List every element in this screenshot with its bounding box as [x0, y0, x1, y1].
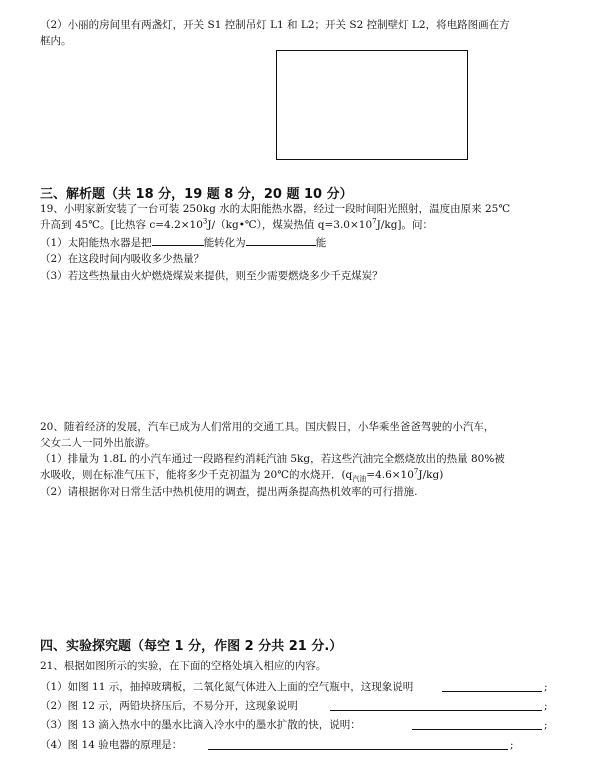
- q20-line2: 父女二人一同外出旅游。: [40, 437, 156, 449]
- q21-item4: （4）图 14 验电器的原理是：: [40, 739, 183, 751]
- q20-part1-sup: 7: [413, 467, 419, 476]
- q21-semicolon-1: ;: [544, 681, 548, 693]
- q19-line2-c: J/kg]。问：: [376, 219, 434, 231]
- q21-item3: （3）图 13 滴入热水中的墨水比滴入冷水中的墨水扩散的快，说明：: [40, 719, 361, 731]
- q19-part1: [40, 235, 326, 250]
- section3-heading: 三、解析题（共 18 分，19 题 8 分，20 题 10 分）: [40, 187, 353, 202]
- circuit-drawing-box: [276, 50, 468, 160]
- q21-blank-2[interactable]: [330, 700, 542, 711]
- q20-part1-line2-c: J/kg): [418, 469, 444, 481]
- section4-heading: 四、实验探究题（每空 1 分，作图 2 分共 21 分.）: [40, 639, 343, 654]
- q20-gasoline-sub: 汽油: [352, 475, 367, 484]
- q21-semicolon-2: ;: [544, 700, 548, 712]
- q19-blank-2[interactable]: [246, 235, 316, 246]
- q19-part1-a: （1）太阳能热水器是把: [40, 237, 152, 249]
- q21-item2: （2）图 12 示，两铅块挤压后，不易分开，这现象说明: [40, 700, 298, 712]
- q21-blank-3[interactable]: [412, 719, 542, 730]
- q18-part2-line2: 框内。: [40, 35, 72, 47]
- q19-line2-sup2: 7: [372, 217, 377, 226]
- q19-part3: （3）若这些热量由火炉燃烧煤炭来提供，则至少需要燃烧多少千克煤炭？: [40, 270, 383, 282]
- q20-part2: （2）请根据你对日常生活中热机使用的调查，提出两条提高热机效率的可行措施.: [40, 486, 418, 498]
- q21-blank-4[interactable]: [208, 739, 508, 750]
- q19-part1-c: 能: [315, 237, 327, 249]
- q21-semicolon-3: ;: [544, 719, 548, 731]
- q18-part2-line1: （2）小丽的房间里有两盏灯，开关 S1 控制吊灯 L1 和 L2；开关 S2 控制壁灯 L2，将电路图画在方: [40, 19, 510, 31]
- q19-blank-1[interactable]: [152, 235, 204, 246]
- q21-semicolon-4: ;: [510, 739, 514, 751]
- q19-line2-a: 升高到 45℃。[比热容 c=4.2×10: [40, 219, 203, 231]
- q21-intro: 21、根据如图所示的实验，在下面的空格处填入相应的内容。: [40, 660, 327, 672]
- q21-blank-1[interactable]: [442, 681, 542, 692]
- q19-line1: 19、小明家新安装了一台可装 250kg 水的太阳能热水器，经过一段时间阳光照射，温度由原来 25℃: [40, 203, 511, 215]
- q20-part1-line1: （1）排量为 1.8L 的小汽车通过一段路程约消耗汽油 5kg，若这些汽油完全燃烧放出的热量 80%被: [40, 453, 505, 465]
- q19-line2: [40, 218, 433, 232]
- q19-part2: （2）在这段时间内吸收多少热量？: [40, 253, 205, 265]
- q21-item1: （1）如图 11 示，抽掉玻璃板，二氧化氮气体进入上面的空气瓶中，这现象说明: [40, 681, 414, 693]
- q20-part1-line2-a: 水吸收，则在标准气压下，能将多少千克初温为 20℃的水烧开．(q: [40, 469, 353, 481]
- q20-part1-line2-b: =4.6×10: [366, 469, 414, 481]
- q19-part1-b: 能转化为: [203, 237, 246, 249]
- q19-line2-sup1: 3: [202, 217, 208, 226]
- q19-line2-b: J/（kg•℃），煤炭热值 q=3.0×10: [207, 219, 373, 231]
- q20-line1: 20、随着经济的发展，汽车已成为人们常用的交通工具。国庆假日，小华乘坐爸爸驾驶的小汽车，: [40, 421, 495, 433]
- q20-part1-line2: [40, 468, 443, 482]
